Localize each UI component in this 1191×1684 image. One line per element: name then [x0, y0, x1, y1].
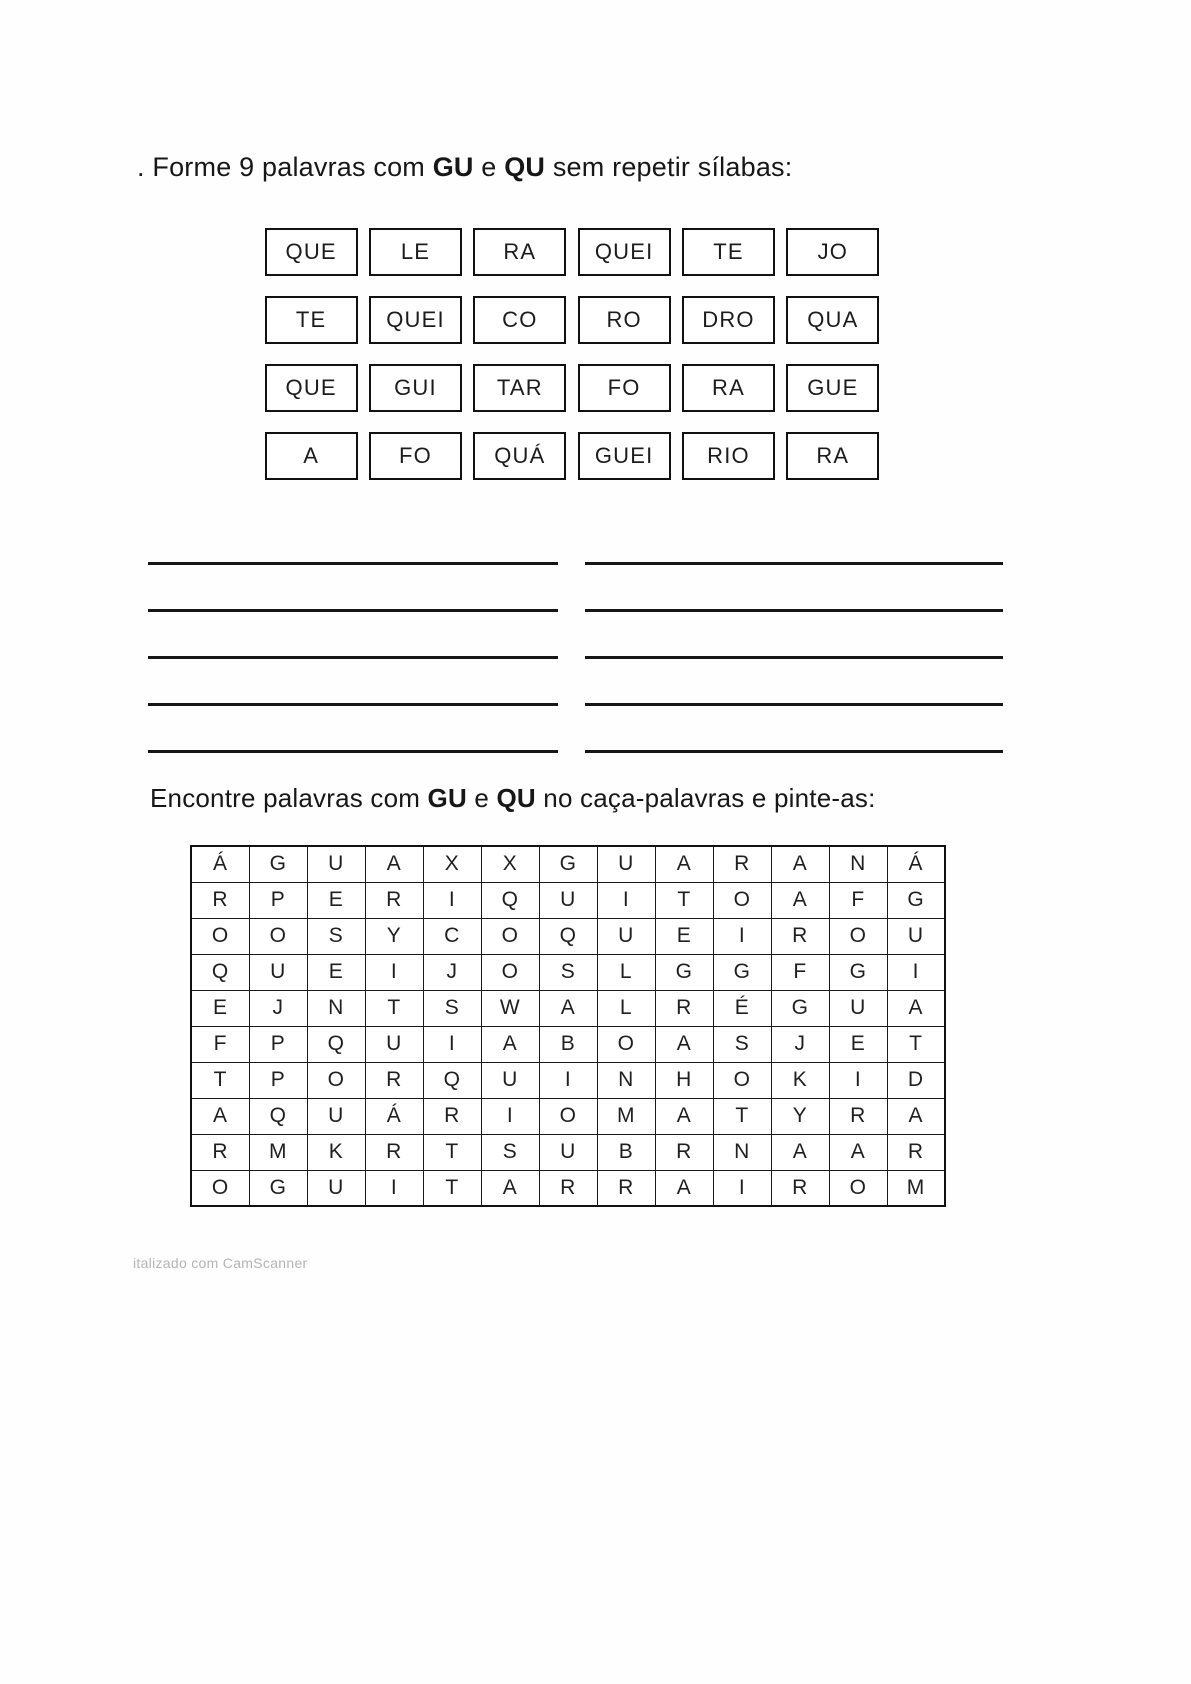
wordsearch-cell[interactable]: T: [423, 1170, 481, 1206]
exercise1-heading-mid: e: [473, 152, 505, 182]
wordsearch-cell[interactable]: A: [191, 1098, 249, 1134]
wordsearch-cell[interactable]: A: [829, 1134, 887, 1170]
wordsearch-cell[interactable]: R: [713, 846, 771, 882]
wordsearch-cell[interactable]: U: [307, 846, 365, 882]
answer-line-row: [0, 587, 1191, 634]
syllable-box[interactable]: TE: [265, 296, 358, 344]
syllable-box[interactable]: QUE: [265, 364, 358, 412]
exercise2-heading-gu: GU: [427, 783, 467, 813]
syllable-box[interactable]: LE: [369, 228, 462, 276]
exercise2-heading-mid: e: [466, 783, 497, 813]
exercise2-heading: [150, 783, 876, 814]
wordsearch-cell[interactable]: G: [829, 954, 887, 990]
wordsearch-cell[interactable]: B: [597, 1134, 655, 1170]
wordsearch-cell[interactable]: L: [597, 990, 655, 1026]
wordsearch-cell[interactable]: E: [191, 990, 249, 1026]
wordsearch-cell[interactable]: Q: [249, 1098, 307, 1134]
syllable-cell-wrap: [575, 354, 673, 422]
syllable-box[interactable]: RIO: [682, 432, 775, 480]
wordsearch-cell[interactable]: T: [191, 1062, 249, 1098]
wordsearch-cell[interactable]: N: [307, 990, 365, 1026]
wordsearch-cell[interactable]: A: [655, 846, 713, 882]
wordsearch-cell[interactable]: Y: [365, 918, 423, 954]
wordsearch-cell[interactable]: L: [597, 954, 655, 990]
wordsearch-cell[interactable]: A: [655, 1026, 713, 1062]
wordsearch-cell[interactable]: A: [771, 1134, 829, 1170]
wordsearch-cell[interactable]: U: [481, 1062, 539, 1098]
wordsearch-cell[interactable]: U: [539, 1134, 597, 1170]
wordsearch-row: [191, 1026, 945, 1062]
wordsearch-cell[interactable]: C: [423, 918, 481, 954]
wordsearch-cell[interactable]: M: [249, 1134, 307, 1170]
wordsearch-row: [191, 1170, 945, 1206]
answer-lines-area: [0, 540, 1191, 755]
wordsearch-row: [191, 1062, 945, 1098]
wordsearch-cell[interactable]: A: [539, 990, 597, 1026]
wordsearch-cell[interactable]: G: [771, 990, 829, 1026]
wordsearch-cell[interactable]: G: [887, 882, 945, 918]
syllable-cell-wrap: [366, 286, 464, 354]
wordsearch-cell[interactable]: D: [887, 1062, 945, 1098]
wordsearch-cell[interactable]: G: [713, 954, 771, 990]
wordsearch-cell[interactable]: I: [713, 1170, 771, 1206]
syllable-box[interactable]: RA: [682, 364, 775, 412]
wordsearch-cell[interactable]: I: [829, 1062, 887, 1098]
wordsearch-cell[interactable]: E: [307, 954, 365, 990]
wordsearch-cell[interactable]: S: [713, 1026, 771, 1062]
wordsearch-body: [191, 846, 945, 1206]
exercise2-heading-prefix: Encontre palavras com: [150, 783, 428, 813]
wordsearch-row: [191, 990, 945, 1026]
wordsearch-cell[interactable]: U: [365, 1026, 423, 1062]
wordsearch-cell[interactable]: O: [713, 882, 771, 918]
wordsearch-cell[interactable]: X: [423, 846, 481, 882]
wordsearch-cell[interactable]: M: [597, 1098, 655, 1134]
exercise1-heading-gu: GU: [432, 152, 474, 182]
wordsearch-cell[interactable]: R: [365, 1062, 423, 1098]
wordsearch-cell[interactable]: I: [597, 882, 655, 918]
wordsearch-cell[interactable]: R: [597, 1170, 655, 1206]
wordsearch-cell[interactable]: R: [365, 882, 423, 918]
syllable-box[interactable]: JO: [786, 228, 879, 276]
wordsearch-cell[interactable]: A: [655, 1170, 713, 1206]
wordsearch-cell[interactable]: I: [481, 1098, 539, 1134]
wordsearch-cell[interactable]: Á: [887, 846, 945, 882]
exercise1-heading-suffix: sem repetir sílabas:: [545, 152, 793, 182]
wordsearch-cell[interactable]: W: [481, 990, 539, 1026]
wordsearch-cell[interactable]: Q: [307, 1026, 365, 1062]
wordsearch-cell[interactable]: I: [713, 918, 771, 954]
wordsearch-cell[interactable]: I: [423, 882, 481, 918]
wordsearch-cell[interactable]: R: [191, 882, 249, 918]
answer-line[interactable]: [585, 703, 1003, 706]
answer-line[interactable]: [585, 562, 1003, 565]
wordsearch-cell[interactable]: N: [597, 1062, 655, 1098]
syllable-box[interactable]: DRO: [682, 296, 775, 344]
wordsearch-cell[interactable]: R: [539, 1170, 597, 1206]
wordsearch-cell[interactable]: A: [771, 882, 829, 918]
exercise1-heading-prefix: . Forme 9 palavras com: [137, 152, 433, 182]
syllable-cell-wrap: [262, 218, 360, 286]
answer-line[interactable]: [585, 750, 1003, 753]
wordsearch-row: [191, 918, 945, 954]
wordsearch-cell[interactable]: F: [829, 882, 887, 918]
wordsearch-cell[interactable]: O: [829, 918, 887, 954]
wordsearch-cell[interactable]: K: [307, 1134, 365, 1170]
wordsearch-cell[interactable]: T: [887, 1026, 945, 1062]
wordsearch-cell[interactable]: F: [191, 1026, 249, 1062]
wordsearch-cell[interactable]: K: [771, 1062, 829, 1098]
wordsearch-cell[interactable]: S: [481, 1134, 539, 1170]
wordsearch-cell[interactable]: O: [597, 1026, 655, 1062]
syllable-box[interactable]: TE: [682, 228, 775, 276]
wordsearch-cell[interactable]: G: [539, 846, 597, 882]
syllable-cell-wrap: [471, 422, 569, 490]
syllable-box[interactable]: FO: [578, 364, 671, 412]
wordsearch-cell[interactable]: X: [481, 846, 539, 882]
wordsearch-cell[interactable]: Á: [191, 846, 249, 882]
wordsearch-cell[interactable]: G: [249, 846, 307, 882]
wordsearch-cell[interactable]: S: [307, 918, 365, 954]
wordsearch-cell[interactable]: R: [191, 1134, 249, 1170]
wordsearch-row: [191, 882, 945, 918]
syllable-cell-wrap: [262, 286, 360, 354]
wordsearch-cell[interactable]: R: [655, 990, 713, 1026]
wordsearch-cell[interactable]: A: [887, 1098, 945, 1134]
syllable-cell-wrap: [679, 286, 777, 354]
wordsearch-cell[interactable]: A: [481, 1170, 539, 1206]
wordsearch-cell[interactable]: É: [713, 990, 771, 1026]
syllable-cell-wrap: [366, 354, 464, 422]
wordsearch-cell[interactable]: U: [597, 918, 655, 954]
wordsearch-cell[interactable]: S: [539, 954, 597, 990]
answer-line[interactable]: [148, 562, 558, 565]
wordsearch-cell[interactable]: E: [829, 1026, 887, 1062]
wordsearch-cell[interactable]: U: [249, 954, 307, 990]
answer-line[interactable]: [585, 609, 1003, 612]
wordsearch-cell[interactable]: O: [829, 1170, 887, 1206]
wordsearch-cell[interactable]: R: [887, 1134, 945, 1170]
wordsearch-cell[interactable]: O: [191, 918, 249, 954]
wordsearch-cell[interactable]: Y: [771, 1098, 829, 1134]
answer-line[interactable]: [148, 609, 558, 612]
wordsearch-cell[interactable]: A: [365, 846, 423, 882]
syllable-box[interactable]: FO: [369, 432, 462, 480]
wordsearch-row: [191, 1098, 945, 1134]
wordsearch-cell[interactable]: U: [887, 918, 945, 954]
syllable-box[interactable]: A: [265, 432, 358, 480]
wordsearch-cell[interactable]: N: [829, 846, 887, 882]
answer-line[interactable]: [148, 656, 558, 659]
syllable-box[interactable]: QUEI: [578, 228, 671, 276]
wordsearch-cell[interactable]: P: [249, 1026, 307, 1062]
wordsearch-cell[interactable]: P: [249, 882, 307, 918]
wordsearch-cell[interactable]: I: [423, 1026, 481, 1062]
wordsearch-cell[interactable]: E: [655, 918, 713, 954]
syllable-box[interactable]: CO: [473, 296, 566, 344]
syllable-cell-wrap: [366, 422, 464, 490]
wordsearch-cell[interactable]: J: [249, 990, 307, 1026]
syllable-cell-wrap: [262, 354, 360, 422]
camscanner-watermark: italizado com CamScanner: [133, 1255, 308, 1271]
syllable-box[interactable]: QUÁ: [473, 432, 566, 480]
answer-line[interactable]: [148, 750, 558, 753]
wordsearch-cell[interactable]: Q: [423, 1062, 481, 1098]
wordsearch-cell[interactable]: T: [655, 882, 713, 918]
syllable-cell-wrap: [784, 218, 882, 286]
answer-line-row: [0, 540, 1191, 587]
wordsearch-row: [191, 846, 945, 882]
exercise2-heading-suffix: no caça-palavras e pinte-as:: [535, 783, 876, 813]
wordsearch-cell[interactable]: O: [249, 918, 307, 954]
wordsearch-cell[interactable]: A: [887, 990, 945, 1026]
answer-line-row: [0, 728, 1191, 775]
wordsearch-cell[interactable]: B: [539, 1026, 597, 1062]
syllable-cell-wrap: [679, 354, 777, 422]
syllable-box[interactable]: GUEI: [578, 432, 671, 480]
wordsearch-cell[interactable]: R: [771, 918, 829, 954]
wordsearch-cell[interactable]: G: [249, 1170, 307, 1206]
wordsearch-cell[interactable]: U: [307, 1098, 365, 1134]
exercise1-heading-qu: QU: [504, 152, 546, 182]
syllable-box[interactable]: QUA: [786, 296, 879, 344]
syllable-cell-wrap: [366, 218, 464, 286]
wordsearch-cell[interactable]: R: [771, 1170, 829, 1206]
syllable-cell-wrap: [575, 422, 673, 490]
wordsearch-row: [191, 1134, 945, 1170]
syllable-box[interactable]: RA: [786, 432, 879, 480]
syllable-box[interactable]: QUE: [265, 228, 358, 276]
wordsearch-cell[interactable]: H: [655, 1062, 713, 1098]
wordsearch-cell[interactable]: M: [887, 1170, 945, 1206]
syllable-cell-wrap: [784, 422, 882, 490]
wordsearch-cell[interactable]: T: [713, 1098, 771, 1134]
syllable-cell-wrap: [679, 422, 777, 490]
answer-line-row: [0, 634, 1191, 681]
wordsearch-cell[interactable]: T: [423, 1134, 481, 1170]
wordsearch-cell[interactable]: P: [249, 1062, 307, 1098]
wordsearch-cell[interactable]: A: [481, 1026, 539, 1062]
wordsearch-cell[interactable]: R: [423, 1098, 481, 1134]
syllable-cell-wrap: [262, 422, 360, 490]
syllable-cell-wrap: [471, 218, 569, 286]
wordsearch-cell[interactable]: J: [423, 954, 481, 990]
syllable-cell-wrap: [575, 286, 673, 354]
wordsearch-cell[interactable]: U: [597, 846, 655, 882]
exercise1-heading: [137, 152, 792, 183]
wordsearch-cell[interactable]: G: [655, 954, 713, 990]
wordsearch-cell[interactable]: S: [423, 990, 481, 1026]
wordsearch-cell[interactable]: I: [887, 954, 945, 990]
wordsearch-cell[interactable]: E: [307, 882, 365, 918]
syllable-box[interactable]: QUEI: [369, 296, 462, 344]
wordsearch-cell[interactable]: R: [655, 1134, 713, 1170]
wordsearch-cell[interactable]: U: [307, 1170, 365, 1206]
wordsearch-grid: [190, 845, 946, 1207]
wordsearch-cell[interactable]: O: [307, 1062, 365, 1098]
wordsearch-cell[interactable]: U: [539, 882, 597, 918]
wordsearch-cell[interactable]: O: [191, 1170, 249, 1206]
wordsearch-cell[interactable]: A: [655, 1098, 713, 1134]
syllable-box[interactable]: TAR: [473, 364, 566, 412]
wordsearch-cell[interactable]: I: [365, 954, 423, 990]
syllable-grid: [262, 218, 882, 490]
wordsearch-cell[interactable]: Q: [539, 918, 597, 954]
wordsearch-cell[interactable]: A: [771, 846, 829, 882]
wordsearch-cell[interactable]: T: [365, 990, 423, 1026]
syllable-cell-wrap: [575, 218, 673, 286]
syllable-cell-wrap: [471, 286, 569, 354]
wordsearch-cell[interactable]: J: [771, 1026, 829, 1062]
wordsearch-cell[interactable]: O: [481, 954, 539, 990]
wordsearch-cell[interactable]: U: [829, 990, 887, 1026]
answer-line[interactable]: [148, 703, 558, 706]
wordsearch-row: [191, 954, 945, 990]
wordsearch-cell[interactable]: I: [539, 1062, 597, 1098]
syllable-cell-wrap: [784, 354, 882, 422]
wordsearch-cell[interactable]: Q: [191, 954, 249, 990]
wordsearch-cell[interactable]: O: [539, 1098, 597, 1134]
syllable-box[interactable]: RO: [578, 296, 671, 344]
syllable-cell-wrap: [471, 354, 569, 422]
wordsearch-cell[interactable]: R: [365, 1134, 423, 1170]
wordsearch-cell[interactable]: O: [713, 1062, 771, 1098]
wordsearch-cell[interactable]: N: [713, 1134, 771, 1170]
wordsearch-cell[interactable]: F: [771, 954, 829, 990]
syllable-box[interactable]: GUI: [369, 364, 462, 412]
syllable-box[interactable]: GUE: [786, 364, 879, 412]
syllable-cell-wrap: [784, 286, 882, 354]
wordsearch-cell[interactable]: I: [365, 1170, 423, 1206]
syllable-cell-wrap: [679, 218, 777, 286]
exercise2-heading-qu: QU: [496, 783, 536, 813]
answer-line[interactable]: [585, 656, 1003, 659]
answer-line-row: [0, 681, 1191, 728]
syllable-box[interactable]: RA: [473, 228, 566, 276]
wordsearch-cell[interactable]: O: [481, 918, 539, 954]
wordsearch-cell[interactable]: Á: [365, 1098, 423, 1134]
wordsearch-cell[interactable]: Q: [481, 882, 539, 918]
wordsearch-cell[interactable]: R: [829, 1098, 887, 1134]
